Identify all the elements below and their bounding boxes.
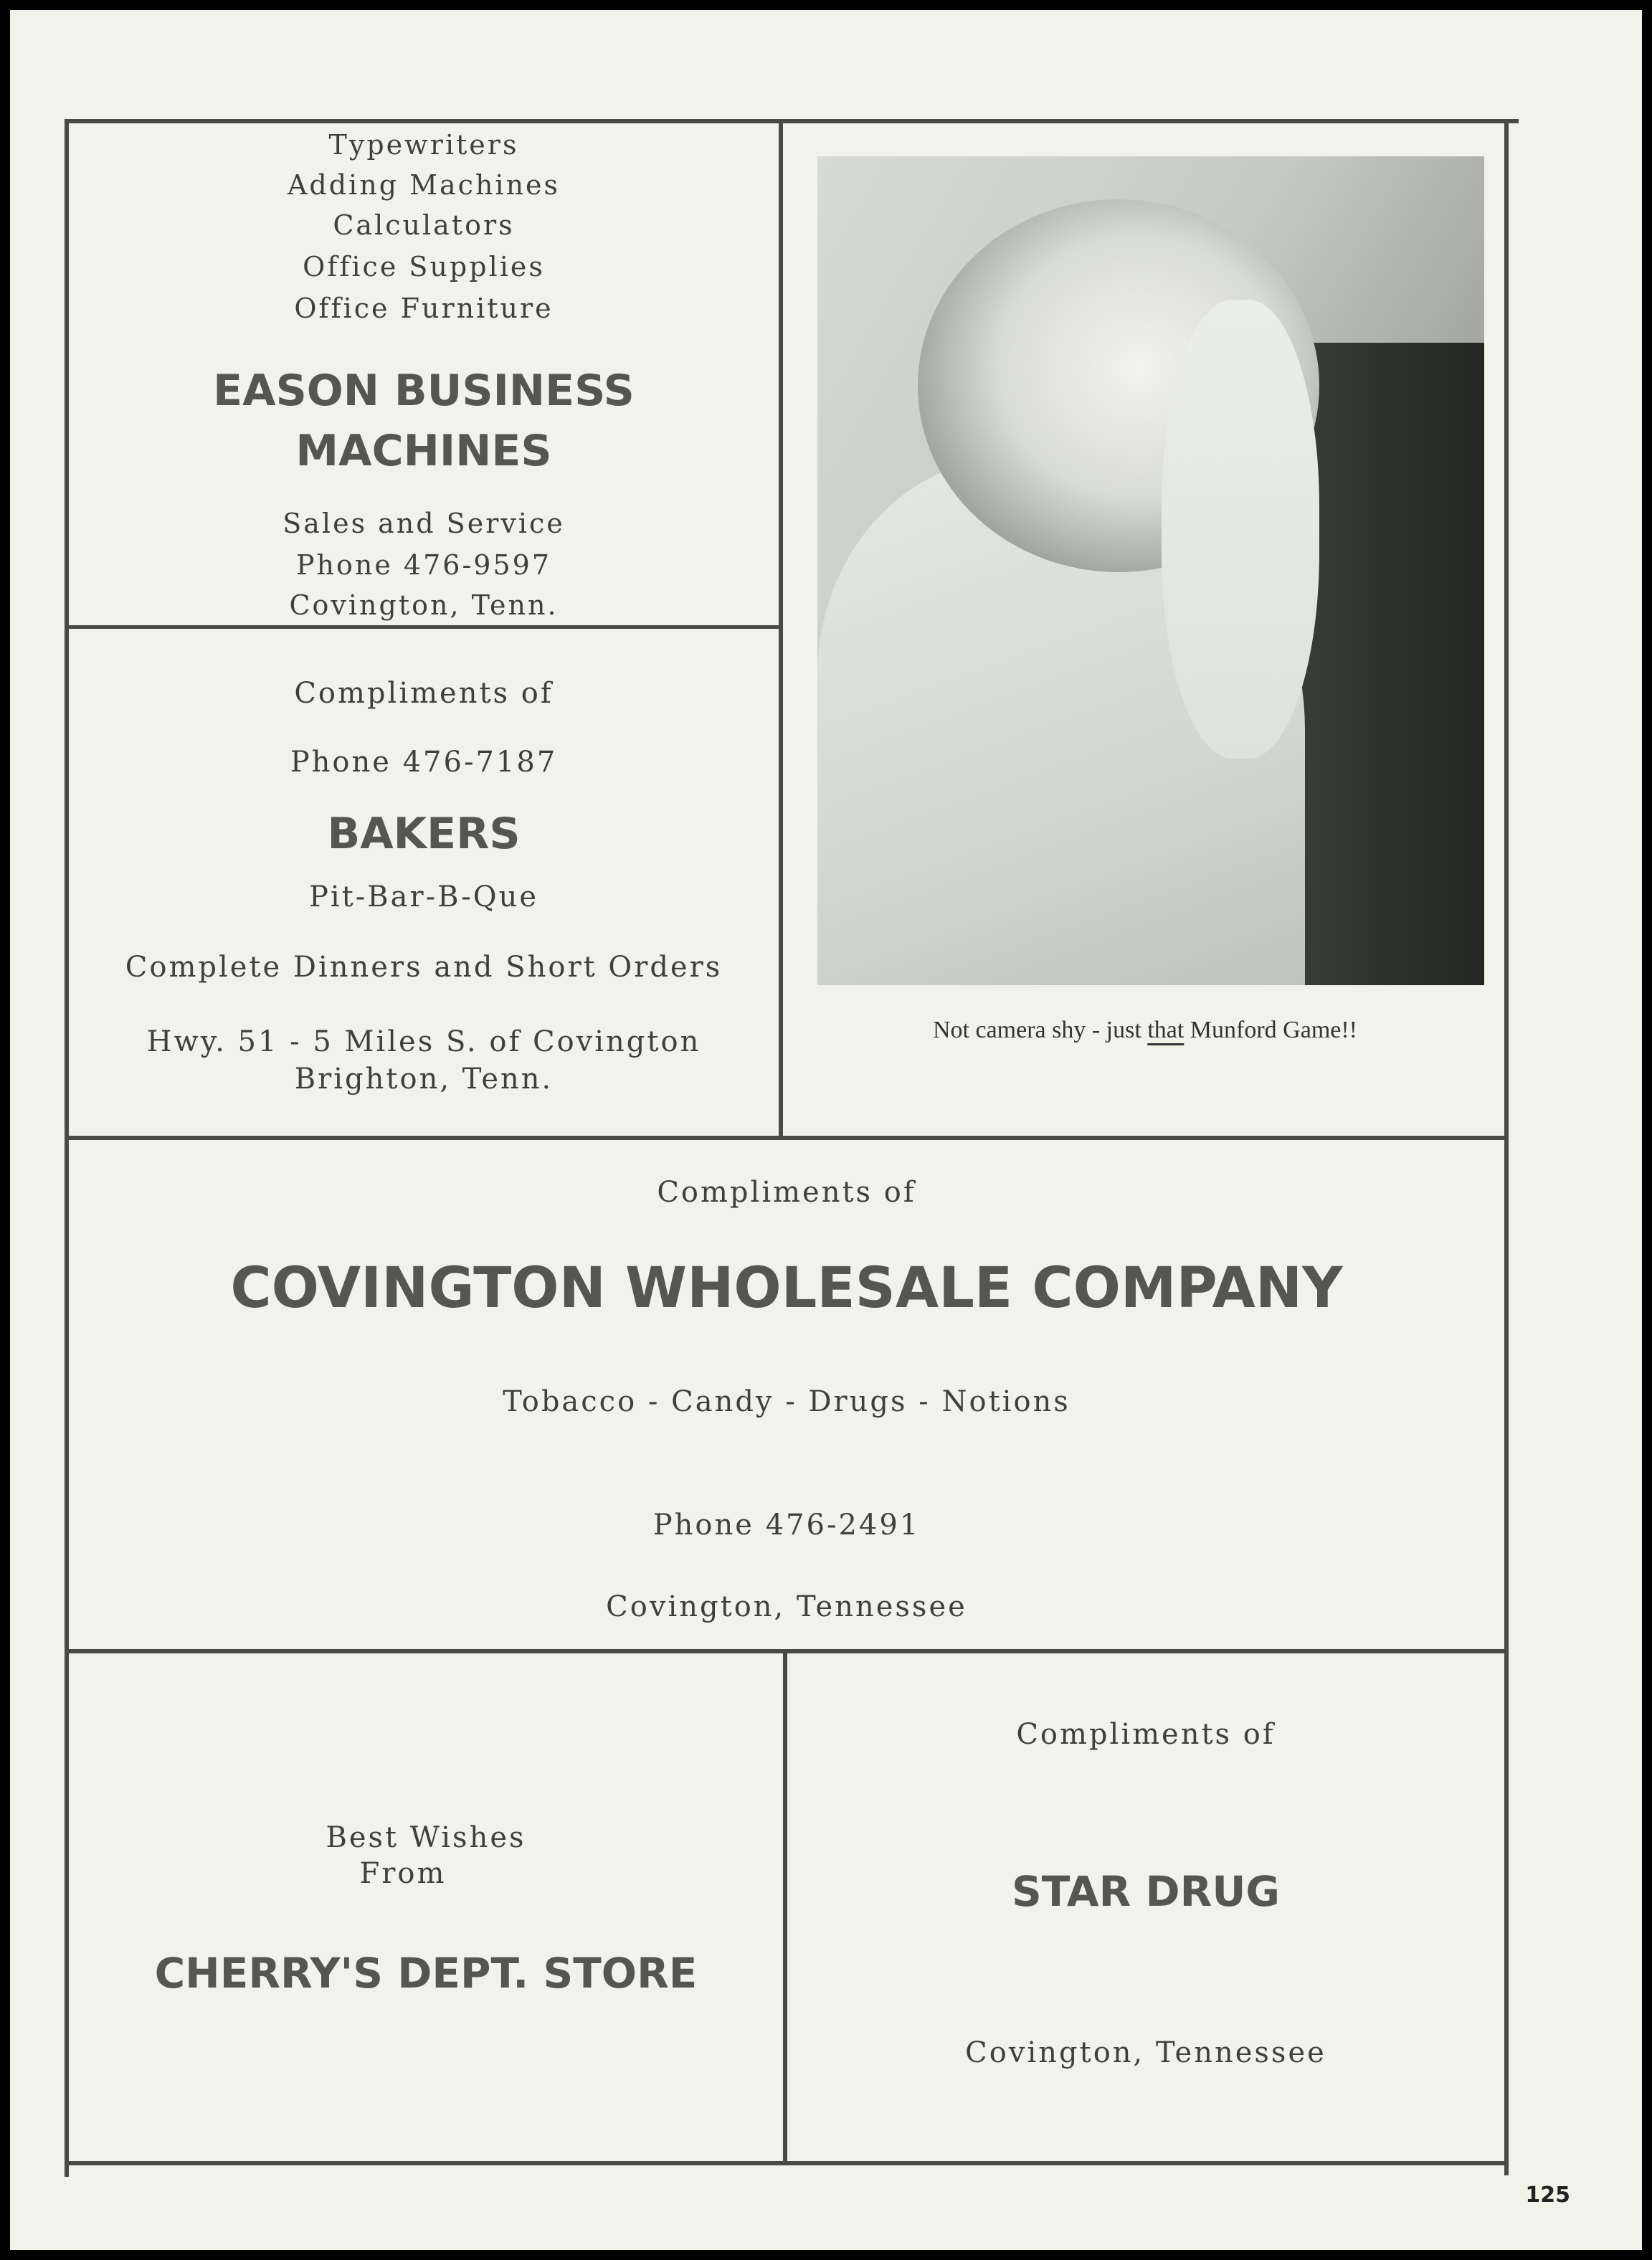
photo-dark-background: [1291, 343, 1484, 985]
eason-product-calculators: Calculators: [333, 209, 515, 241]
divider-eason-bakers: [66, 625, 782, 629]
stardrug-name: STAR DRUG: [1011, 1867, 1281, 1916]
bakers-address1: Hwy. 51 - 5 Miles S. of Covington: [146, 1025, 701, 1058]
cherrys-wishes-line2: From: [359, 1857, 447, 1890]
eason-product-office-supplies: Office Supplies: [303, 251, 545, 282]
eason-product-typewriters: Typewriters: [328, 129, 519, 161]
wholesale-city: Covington, Tennessee: [606, 1590, 967, 1623]
photo-woman-covering-face: [817, 156, 1484, 985]
cherrys-wishes-line1: Best Wishes: [326, 1821, 526, 1854]
bakers-tagline: Pit-Bar-B-Que: [308, 880, 539, 913]
stardrug-compliments: Compliments of: [1016, 1718, 1276, 1751]
yearbook-page: [10, 10, 1642, 2250]
stardrug-city: Covington, Tennessee: [965, 2036, 1326, 2069]
frame-bottom: [66, 2161, 1509, 2165]
bakers-address2: Brighton, Tenn.: [294, 1063, 554, 1096]
wholesale-compliments: Compliments of: [657, 1176, 916, 1209]
wholesale-name: COVINGTON WHOLESALE COMPANY: [230, 1256, 1343, 1321]
bakers-compliments: Compliments of: [294, 677, 554, 710]
caption-emphasis: that: [1147, 1017, 1185, 1043]
page-number: 125: [1525, 2183, 1570, 2208]
bakers-name: BAKERS: [327, 809, 521, 859]
eason-name-line1: EASON BUSINESS: [213, 366, 635, 416]
eason-phone: Phone 476-9597: [295, 549, 552, 581]
wholesale-phone: Phone 476-2491: [652, 1509, 921, 1542]
divider-mid-bottom: [66, 1649, 1509, 1653]
wholesale-goods: Tobacco - Candy - Drugs - Notions: [503, 1385, 1071, 1418]
photo-gloved-hand: [1162, 300, 1319, 759]
bakers-phone: Phone 476-7187: [290, 746, 558, 779]
caption-before: Not camera shy - just: [933, 1017, 1148, 1043]
caption-after: Munford Game!!: [1184, 1017, 1357, 1043]
divider-mid-top: [66, 1136, 1509, 1140]
eason-service: Sales and Service: [283, 508, 565, 539]
frame-top: [65, 119, 1519, 123]
cherrys-name: CHERRY'S DEPT. STORE: [154, 1949, 698, 1998]
eason-product-office-furniture: Office Furniture: [294, 293, 554, 324]
eason-name-line2: MACHINES: [295, 426, 552, 476]
frame-right: [1504, 119, 1509, 2175]
eason-product-adding-machines: Adding Machines: [287, 169, 561, 201]
bakers-menu: Complete Dinners and Short Orders: [125, 951, 723, 984]
photo-caption: [784, 1017, 1506, 1044]
eason-city: Covington, Tenn.: [289, 589, 559, 621]
